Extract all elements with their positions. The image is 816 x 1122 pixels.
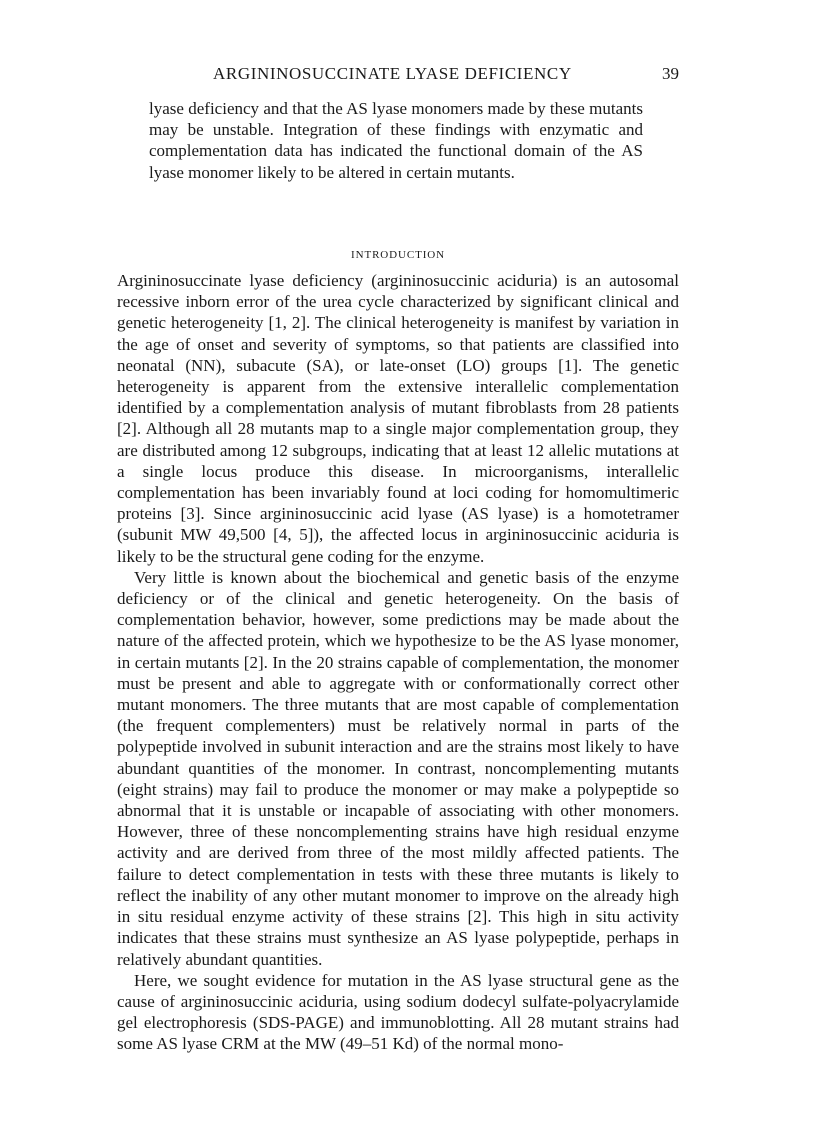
abstract-continuation: lyase deficiency and that the AS lyase monomers made by these mutants may be unstable. Integration of these findings with enzymatic and complementation data has indicated the functional domain of the AS lyase monomer likely to be altered in certain mutants. bbox=[149, 99, 643, 182]
section-heading-introduction: INTRODUCTION bbox=[351, 249, 445, 261]
paragraph-1: Argininosuccinate lyase deficiency (argininosuccinic aciduria) is an autosomal recessive inborn error of the urea cycle characterized by significant clinical and genetic heterogeneity [1, 2]. The clinical heterogeneity is manifest by variation in the age of onset and severity of symptoms, so that patients are classified into neonatal (NN), subacute (SA), or late-onset (LO) groups [1]. The genetic heterogeneity is apparent from the extensive interallelic complementation identified by a complementation analysis of mutant fibroblasts from 28 patients [2]. Although all 28 mutants map to a single major complementation group, they are distributed among 12 subgroups, indicating that at least 12 allelic mutations at a single locus produce this disease. In microorganisms, interallelic complementation has been invariably found at loci coding for homomultimeric proteins [3]. Since argininosuccinic acid lyase (AS lyase) is a homotetramer (subunit MW 49,500 [4, 5]), the affected locus in argininosuccinic aciduria is likely to be the structural gene coding for the enzyme. bbox=[117, 271, 679, 566]
paragraph-3: Here, we sought evidence for mutation in the AS lyase structural gene as the cause of argininosuccinic aciduria, using sodium dodecyl sulfate-polyacrylamide gel electrophoresis (SDS-PAGE) and immunoblotting. All 28 mutant strains had some AS lyase CRM at the MW (49–51 Kd) of the normal mono- bbox=[117, 970, 679, 1054]
paragraph-2: Very little is known about the biochemical and genetic basis of the enzyme deficiency or of the clinical and genetic heterogeneity. On the basis of complementation behavior, however, some predictions may be made about the nature of the affected protein, which we hypothesize to be the AS lyase monomer, in certain mutants [2]. In the 20 strains capable of complementation, the monomer must be present and able to aggregate with or conformationally correct other mutant monomers. The three mutants that are most capable of complementation (the frequent complementers) must be relatively normal in parts of the polypeptide involved in subunit interaction and are the strains most likely to have abundant quantities of the monomer. In contrast, noncomplementing mutants (eight strains) may fail to produce the monomer or may make a polypeptide so abnormal that it is unstable or incapable of associating with other monomers. However, three of these noncomplementing strains have high residual enzyme activity and are derived from three of the most mildly affected patients. The failure to detect complementation in tests with these three mutants is likely to reflect the inability of any other mutant monomer to improve on the already high in situ residual enzyme activity of these strains [2]. This high in situ activity indicates that these strains must synthesize an AS lyase polypeptide, perhaps in relatively abundant quantities. bbox=[117, 567, 679, 969]
running-title: ARGININOSUCCINATE LYASE DEFICIENCY bbox=[213, 64, 572, 83]
page-number: 39 bbox=[662, 64, 679, 83]
introduction-body bbox=[117, 270, 679, 1055]
running-head bbox=[117, 64, 679, 88]
